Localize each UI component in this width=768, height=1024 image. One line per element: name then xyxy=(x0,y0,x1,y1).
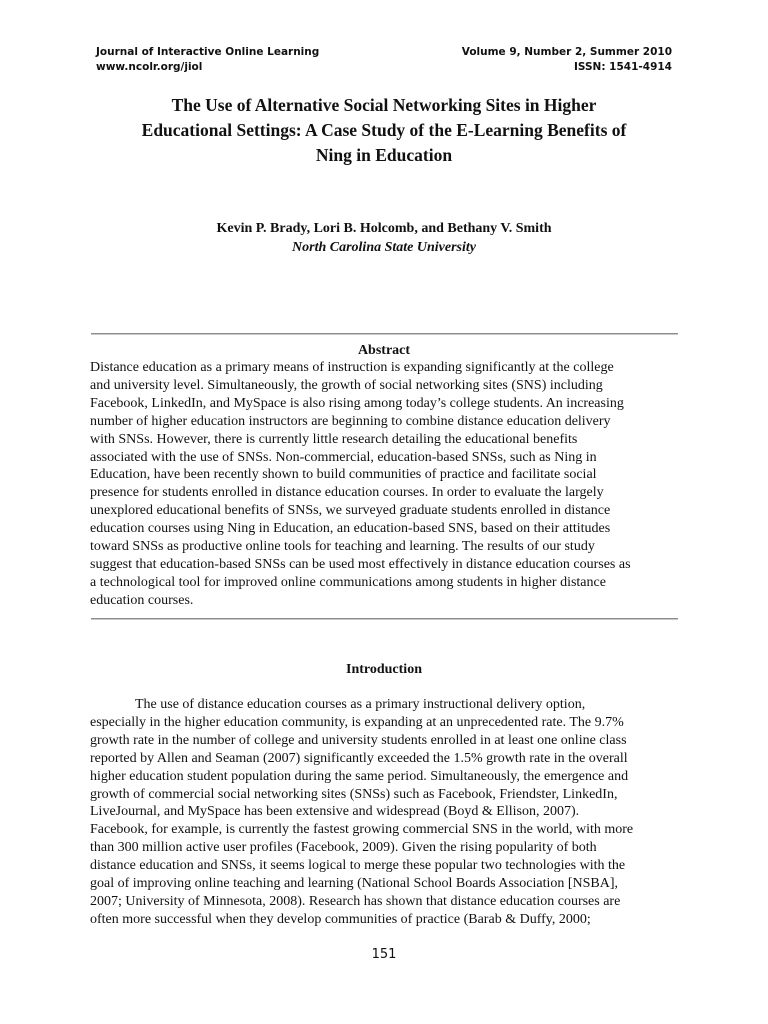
abstract-heading: Abstract xyxy=(357,343,411,358)
abstract-line: associated with the use of SNSs. Non-commercial, education-based SNSs, such as Ning in xyxy=(90,449,597,465)
title-line: Ning in Education xyxy=(315,145,453,165)
abstract-line: education courses using Ning in Education, an education-based SNS, based on their attitudes xyxy=(90,521,611,537)
intro-line: 2007; University of Minnesota, 2008). Research has shown that distance education courses are xyxy=(90,893,621,909)
abstract-top-divider xyxy=(91,333,678,335)
intro-line: especially in the higher education community, is expanding at an unprecedented rate. The 9.7% xyxy=(90,714,624,730)
volume-info: Volume 9, Number 2, Summer 2010 xyxy=(461,46,672,58)
abstract-line: Education, have been recently shown to build communities of practice and facilitate social xyxy=(90,467,597,483)
abstract-bottom-divider xyxy=(91,618,678,620)
paper-title xyxy=(96,93,672,168)
abstract-line: a technological tool for improved online communications among students in higher distance xyxy=(90,574,606,590)
intro-line: higher education student population during the same period. Simultaneously, the emergence and xyxy=(90,768,629,784)
intro-line: LiveJournal, and MySpace has been extensive and widespread (Boyd & Ellison, 2007). xyxy=(90,804,580,820)
abstract-line: number of higher education instructors are beginning to combine distance education delivery xyxy=(90,413,611,429)
running-header-row-1 xyxy=(96,45,672,60)
intro-line: growth rate in the number of college and university students enrolled in at least one online class xyxy=(90,732,627,748)
title-line: The Use of Alternative Social Networking Sites in Higher xyxy=(171,95,597,115)
abstract-line: unexplored educational benefits of SNSs, we surveyed graduate students enrolled in distance xyxy=(90,503,611,519)
abstract-line: Facebook, LinkedIn, and MySpace is also rising among today’s college students. An increasing xyxy=(90,395,624,411)
page-number: 151 xyxy=(371,947,397,962)
intro-line: Facebook, for example, is currently the fastest growing commercial SNS in the world, with more xyxy=(90,822,634,838)
intro-line: growth of commercial social networking sites (SNSs) such as Facebook, Friendster, LinkedIn, xyxy=(90,786,618,802)
intro-line: than 300 million active user profiles (Facebook, 2009). Given the rising popularity of both xyxy=(90,840,597,856)
intro-line: reported by Allen and Seaman (2007) significantly exceeded the 1.5% growth rate in the overall xyxy=(90,750,628,766)
introduction-heading: Introduction xyxy=(346,662,422,677)
journal-name: Journal of Interactive Online Learning xyxy=(96,46,320,58)
author-list: Kevin P. Brady, Lori B. Holcomb, and Bethany V. Smith xyxy=(216,221,552,236)
abstract-line: Distance education as a primary means of instruction is expanding significantly at the college xyxy=(90,360,614,375)
intro-line: The use of distance education courses as a primary instructional delivery option, xyxy=(135,697,586,712)
abstract-line: presence for students enrolled in distance education courses. In order to evaluate the largely xyxy=(90,485,604,501)
title-line: Educational Settings: A Case Study of the E-Learning Benefits of xyxy=(141,120,627,140)
abstract-line: suggest that education-based SNSs can be used most effectively in distance education courses as xyxy=(90,556,631,572)
introduction-body xyxy=(90,696,680,929)
abstract-line: with SNSs. However, there is currently little research detailing the educational benefits xyxy=(90,431,578,447)
abstract-body xyxy=(90,359,680,610)
abstract-line: education courses. xyxy=(90,592,194,608)
intro-line: goal of improving online teaching and learning (National School Boards Association [NSBA], xyxy=(90,876,619,892)
abstract-line: and university level. Simultaneously, the growth of social networking sites (SNS) including xyxy=(90,377,603,393)
running-header-row-2 xyxy=(96,60,672,75)
issn: ISSN: 1541-4914 xyxy=(573,61,672,73)
journal-url: www.ncolr.org/jiol xyxy=(96,61,203,73)
author-affiliation: North Carolina State University xyxy=(292,240,476,255)
running-header xyxy=(96,45,672,75)
intro-line: often more successful when they develop communities of practice (Barab & Duffy, 2000; xyxy=(90,911,591,927)
abstract-line: toward SNSs as productive online tools for teaching and learning. The results of our study xyxy=(90,539,595,555)
intro-line: distance education and SNSs, it seems logical to merge these popular two technologies with the xyxy=(90,858,626,874)
